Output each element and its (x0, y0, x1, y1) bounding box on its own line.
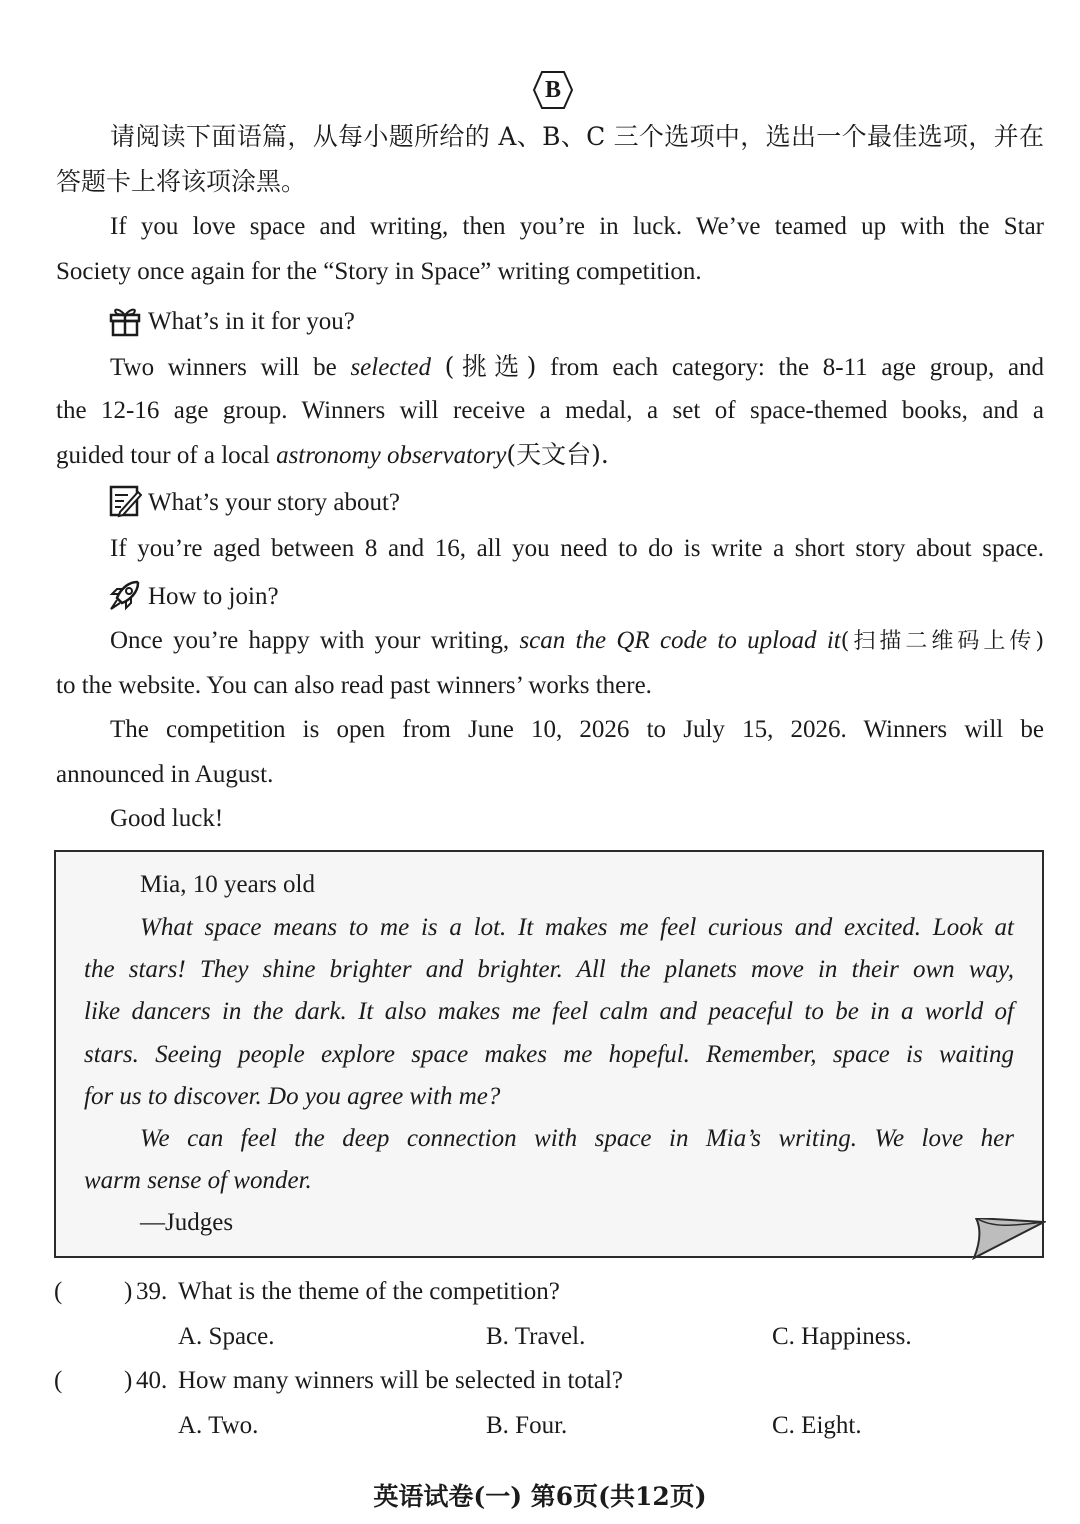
sample-line-2 (84, 955, 1014, 985)
q40-option-c[interactable]: C. Eight. (772, 1412, 862, 1439)
q40-option-a[interactable]: A. Two. (178, 1412, 259, 1439)
sample-line-1 (140, 913, 1014, 943)
q39-option-c[interactable]: C. Happiness. (772, 1323, 912, 1350)
upload-instruction: scan the QR code to upload it (519, 627, 841, 654)
dates-line-2: announced in August. (56, 761, 274, 788)
rocket-icon (108, 578, 142, 612)
q40-paren-open: ( (54, 1367, 63, 1394)
dates-line-1: The competition is open from June 10, 2026 to July 15, 2026. Winners will be (110, 716, 1044, 743)
intro-line-1: If you love space and writing, then you’re in luck. We’ve teamed up with the Star (110, 213, 1044, 240)
selected-term: selected (350, 354, 431, 381)
sample-line-5-text: for us to discover. Do you agree with me? (84, 1083, 501, 1110)
judges-line-2-text: warm sense of wonder. (84, 1167, 312, 1194)
join-line-1-start: Once you’re happy with your writing, (110, 627, 510, 654)
observatory-term: astronomy observatory (276, 442, 507, 469)
section-letter: B (544, 77, 561, 103)
q39-number: 39. (136, 1278, 168, 1305)
closing-text: Good luck! (110, 805, 224, 832)
intro-line-2: Society once again for the “Story in Space” writing competition. (56, 258, 702, 285)
notepad-pencil-icon (108, 484, 142, 518)
join-line-2: to the website. You can also read past winners’ works there. (56, 672, 652, 699)
sample-author: Mia, 10 years old (140, 871, 315, 898)
judges-line-2 (84, 1166, 312, 1196)
prizes-heading: What’s in it for you? (148, 308, 355, 335)
join-heading: How to join? (148, 583, 279, 610)
sample-line-3 (84, 997, 1014, 1027)
prizes-line-3 (56, 440, 609, 471)
q40-text: How many winners will be selected in total? (178, 1367, 624, 1394)
prizes-line-1-end: from each category: the 8-11 age group, and (550, 354, 1045, 381)
page-curl-icon (972, 1218, 1046, 1260)
prizes-line-2: the 12-16 age group. Winners will receive a medal, a set of space-themed books, and a (56, 397, 1044, 424)
sample-line-2-text: the stars! They shine brighter and brighter. All the planets move in their own way, (84, 956, 1014, 983)
q39-text: What is the theme of the competition? (178, 1278, 560, 1305)
upload-gloss: (扫描二维码上传) (840, 629, 1045, 654)
q40-number: 40. (136, 1367, 168, 1394)
judges-line-1 (140, 1124, 1014, 1154)
story-text: If you’re aged between 8 and 16, all you need to do is write a short story about space. (110, 535, 1044, 562)
page-footer: 英语试卷(一) 第6页(共12页) (373, 1482, 707, 1511)
section-badge (532, 70, 574, 110)
sample-line-4 (84, 1040, 1014, 1070)
q39-paren-open: ( (54, 1278, 63, 1305)
gift-icon (108, 303, 142, 337)
story-heading: What’s your story about? (148, 489, 401, 516)
sample-line-3-text: like dancers in the dark. It also makes me feel calm and peaceful to be in a world of (84, 998, 1014, 1025)
sample-line-1-text: What space means to me is a lot. It makes me feel curious and excited. Look at (140, 914, 1014, 941)
q40-option-b[interactable]: B. Four. (486, 1412, 568, 1439)
prizes-line-3-start: guided tour of a local (56, 442, 270, 469)
q39-paren-close: ) (124, 1278, 133, 1305)
judges-signature: —Judges (140, 1209, 234, 1236)
prizes-line-1-start: Two winners will be (110, 354, 337, 381)
q40-paren-close: ) (124, 1367, 133, 1394)
prizes-line-1 (110, 352, 1044, 383)
instructions-line-2: 答题卡上将该项涂黑。 (56, 167, 307, 196)
q39-option-b[interactable]: B. Travel. (486, 1323, 586, 1350)
join-line-1 (110, 626, 1044, 657)
sample-line-4-text: stars. Seeing people explore space makes me hopeful. Remember, space is waiting (84, 1041, 1014, 1068)
observatory-gloss: (天文台). (506, 440, 609, 469)
instructions-line-1: 请阅读下面语篇，从每小题所给的 A、B、C 三个选项中，选出一个最佳选项，并在 (110, 122, 1044, 151)
q39-option-a[interactable]: A. Space. (178, 1323, 275, 1350)
judges-line-1-text: We can feel the deep connection with space in Mia’s writing. We love her (140, 1125, 1014, 1152)
sample-line-5 (84, 1082, 500, 1112)
selected-gloss: (挑选) (444, 352, 537, 381)
